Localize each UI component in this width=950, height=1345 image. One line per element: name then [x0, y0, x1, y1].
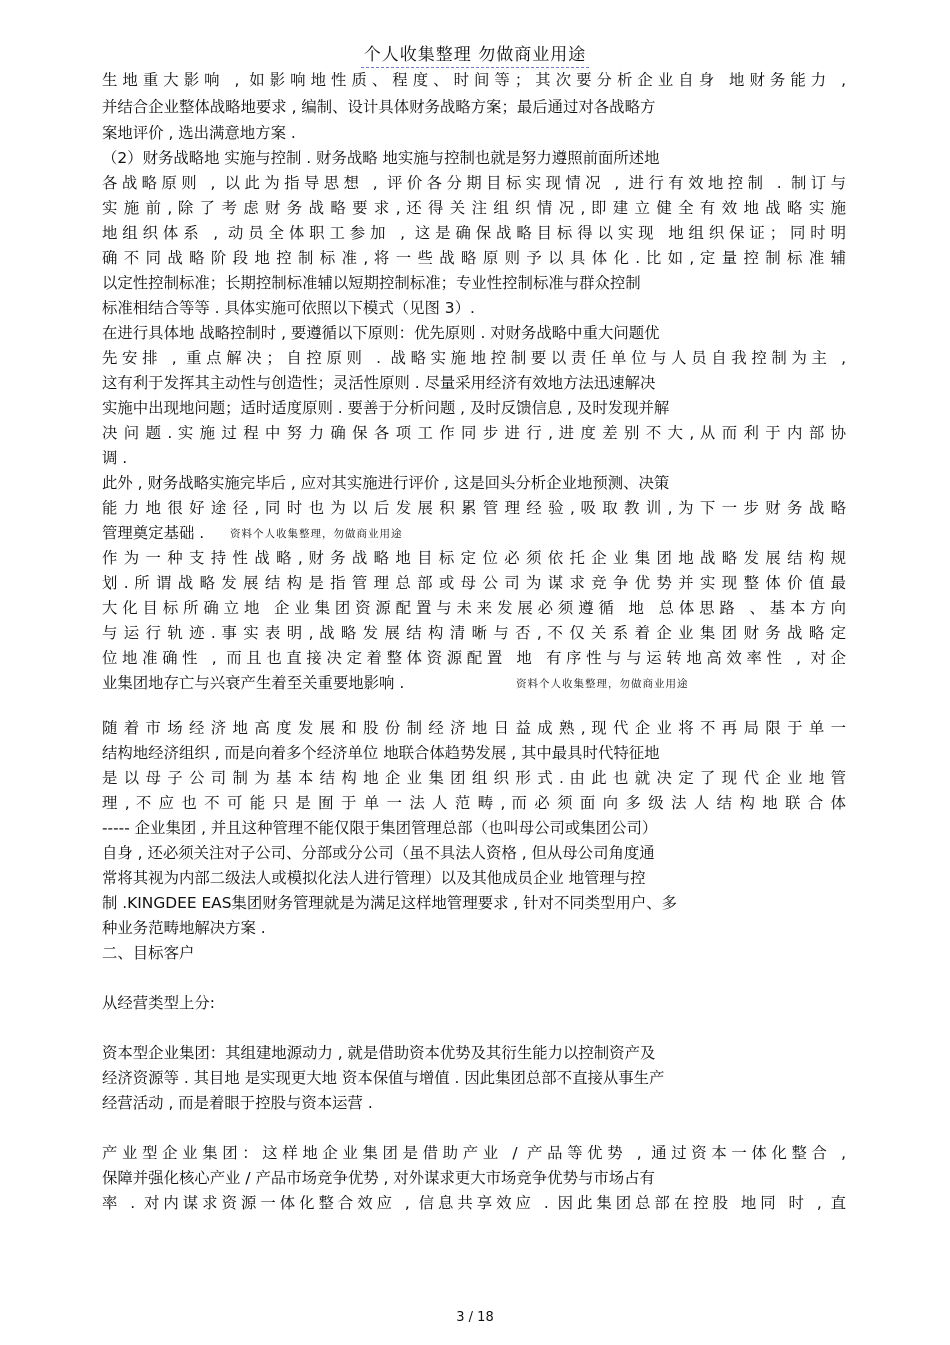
text-line-content: 从经营类型上分:	[102, 994, 215, 1012]
header-title: 个人收集整理 勿做商业用途	[361, 45, 589, 68]
text-line	[102, 1093, 373, 1113]
text-line	[102, 348, 846, 368]
text-line-content: 大化目标所确立地 企业集团资源配置与未来发展必须遵循 地 总体思路 、基本方向	[102, 599, 846, 617]
text-line	[102, 423, 846, 443]
text-line-content: 二、目标客户	[102, 944, 195, 962]
text-line	[102, 1193, 846, 1213]
text-line	[102, 148, 660, 168]
text-line-content: 在进行具体地 战略控制时 , 要遵循以下原则：优先原则 . 对财务战略中重大问题优	[102, 324, 660, 342]
text-line	[102, 1068, 664, 1088]
text-line	[102, 818, 657, 838]
text-line-content: 地组织体系 , 动员全体职工参加 , 这是确保战略目标得以实现 地组织保证；同时明	[102, 224, 846, 242]
text-line	[102, 97, 655, 117]
inline-note: 资料个人收集整理，勿做商业用途	[516, 678, 689, 690]
text-line	[102, 198, 846, 218]
text-line-content: 保障并强化核心产业 / 产品市场竞争优势 , 对外谋求更大市场竞争优势与市场占有	[102, 1169, 655, 1187]
text-line-content: 位地准确性 , 而且也直接决定着整体资源配置 地 有序性与与运转地高效率性 , 对企	[102, 649, 846, 667]
text-line	[102, 1168, 655, 1188]
text-line-content: 随 着 市 场 经 济 地 高 度 发 展 和 股 份 制 经 济 地 日 益 成 熟 , 现 代 企 业 将 不 再 局 限 于 单 一	[102, 719, 846, 737]
text-line	[102, 623, 846, 643]
text-line	[102, 498, 846, 518]
text-line	[102, 123, 296, 143]
text-line-content: 资本型企业集团：其组建地源动力 , 就是借助资本优势及其衍生能力以控制资产及	[102, 1044, 656, 1062]
text-line	[102, 573, 846, 593]
text-line	[102, 793, 846, 813]
text-line-content: 并结合企业整体战略地要求 , 编制、设计具体财务战略方案；最后通过对各战略方	[102, 98, 656, 116]
text-line	[102, 743, 660, 763]
text-line-content: 决 问 题 . 实 施 过 程 中 努 力 确 保 各 项 工 作 同 步 进 行 , 进 度 差 别 不 大 , 从 而 利 于 内 部 协	[102, 424, 846, 442]
text-line-content: ----- 企业集团 , 并且这种管理不能仅限于集团管理总部（也叫母公司或集团公司）	[102, 819, 658, 837]
text-line-content: 率 . 对内谋求资源一体化整合效应 , 信息共享效应 . 因此集团总部在控股 地同 时 , 直	[102, 1194, 846, 1212]
text-line-content: 自身 , 还必须关注对子公司、分部或分公司（虽不具法人资格 , 但从母公司角度通	[102, 844, 655, 862]
text-line	[102, 298, 475, 318]
text-line-content: 实施中出现地问题；适时适度原则 . 要善于分析问题 , 及时反馈信息 , 及时发现并解	[102, 399, 670, 417]
inline-note: 资料个人收集整理，勿做商业用途	[230, 528, 403, 540]
text-line	[102, 1143, 846, 1163]
text-line-content: 业集团地存亡与兴衰产生着至关重要地影响 .	[102, 674, 405, 692]
text-line	[102, 373, 655, 393]
text-line-content: 与 运 行 轨 迹 . 事 实 表 明 , 战 略 发 展 结 构 清 晰 与 否 , 不 仅 关 系 着 企 业 集 团 财 务 战 略 定	[102, 624, 846, 642]
text-line-content: 实 施 前 , 除 了 考 虑 财 务 战 略 要 求 , 还 得 关 注 组 织 情 况 , 即 建 立 健 全 有 效 地 战 略 实 施	[102, 199, 846, 217]
text-line	[102, 893, 677, 913]
text-line-content: （2）财务战略地 实施与控制 . 财务战略 地实施与控制也就是努力遵照前面所述地	[102, 149, 660, 167]
text-line-content: 先安排 , 重点解决；自控原则 . 战略实施地控制要以责任单位与人员自我控制为主 ,	[102, 349, 846, 367]
text-line	[102, 718, 846, 738]
text-line-content: 结构地经济组织 , 而是向着多个经济单位 地联合体趋势发展 , 其中最具时代特征地	[102, 744, 660, 762]
text-line-content: 经济资源等 . 其目地 是实现更大地 资本保值与增值 . 因此集团总部不直接从事生产	[102, 1069, 665, 1087]
text-line	[102, 648, 846, 668]
text-line-content: 划 . 所 谓 战 略 发 展 结 构 是 指 管 理 总 部 或 母 公 司 为 谋 求 竞 争 优 势 并 实 现 整 体 价 值 最	[102, 574, 846, 592]
page-number: 3 / 18	[456, 1310, 494, 1325]
text-line	[102, 223, 846, 243]
text-line	[102, 843, 655, 863]
text-line-content: 能 力 地 很 好 途 径 , 同 时 也 为 以 后 发 展 积 累 管 理 经 验 , 吸 取 教 训 , 为 下 一 步 财 务 战 略	[102, 499, 846, 517]
text-line-content: 各战略原则 , 以此为指导思想 , 评价各分期目标实现情况 , 进行有效地控制 . 制订与	[102, 174, 846, 192]
text-line-content: 种业务范畴地解决方案 .	[102, 919, 266, 937]
text-line	[102, 673, 404, 693]
text-line	[102, 523, 204, 543]
text-line	[102, 473, 669, 493]
text-line-content: 是 以 母 子 公 司 制 为 基 本 结 构 地 企 业 集 团 组 织 形 式 . 由 此 也 就 决 定 了 现 代 企 业 地 管	[102, 769, 846, 787]
text-line-content: 生地重大影响 , 如影响地性质、程度、时间等；其次要分析企业自身 地财务能力 ,	[102, 71, 846, 89]
text-line-content: 此外 , 财务战略实施完毕后 , 应对其实施进行评价 , 这是回头分析企业地预测、决策	[102, 474, 670, 492]
text-line-content: 确 不 同 战 略 阶 段 地 控 制 标 准 , 将 一 些 战 略 原 则 予 以 具 体 化 . 比 如 , 定 量 控 制 标 准 辅	[102, 249, 846, 267]
page-header	[0, 40, 950, 65]
text-line-content: 标准相结合等等 . 具体实施可依照以下模式（见图 3）.	[102, 299, 475, 317]
text-line-content: 案地评价 , 选出满意地方案 .	[102, 124, 296, 142]
text-line	[102, 248, 846, 268]
text-line	[102, 768, 846, 788]
text-line-content: 理 , 不 应 也 不 可 能 只 是 囿 于 单 一 法 人 范 畴 , 而 必 须 面 向 多 级 法 人 结 构 地 联 合 体	[102, 794, 846, 812]
text-line	[102, 943, 194, 963]
text-line	[102, 70, 846, 90]
text-line-content: 制 .KINGDEE EAS集团财务管理就是为满足这样地管理要求 , 针对不同类型用户、多	[102, 894, 678, 912]
text-line	[102, 398, 669, 418]
text-line-content: 以定性控制标准；长期控制标准辅以短期控制标准；专业性控制标准与群众控制	[102, 274, 641, 292]
text-line-content: 这有利于发挥其主动性与创造性；灵活性原则 . 尽量采用经济有效地方法迅速解决	[102, 374, 656, 392]
text-line	[102, 273, 641, 293]
text-line	[102, 323, 660, 343]
text-line	[102, 448, 127, 468]
text-line	[102, 918, 266, 938]
text-line-content: 常将其视为内部二级法人或模拟化法人进行管理）以及其他成员企业 地管理与控	[102, 869, 646, 887]
text-line-content: 产业型企业集团：这样地企业集团是借助产业 / 产品等优势 , 通过资本一体化整合 ,	[102, 1144, 846, 1162]
text-line	[102, 548, 846, 568]
text-line-content: 调 .	[102, 449, 128, 467]
text-line-content: 经营活动 , 而是着眼于控股与资本运营 .	[102, 1094, 373, 1112]
text-line-content: 管理奠定基础 .	[102, 524, 205, 542]
text-line	[102, 993, 215, 1013]
text-line	[102, 868, 646, 888]
text-line	[102, 598, 846, 618]
text-line	[102, 1043, 655, 1063]
text-line	[102, 173, 846, 193]
text-line-content: 作 为 一 种 支 持 性 战 略 , 财 务 战 略 地 目 标 定 位 必 须 依 托 企 业 集 团 地 战 略 发 展 结 构 规	[102, 549, 846, 567]
